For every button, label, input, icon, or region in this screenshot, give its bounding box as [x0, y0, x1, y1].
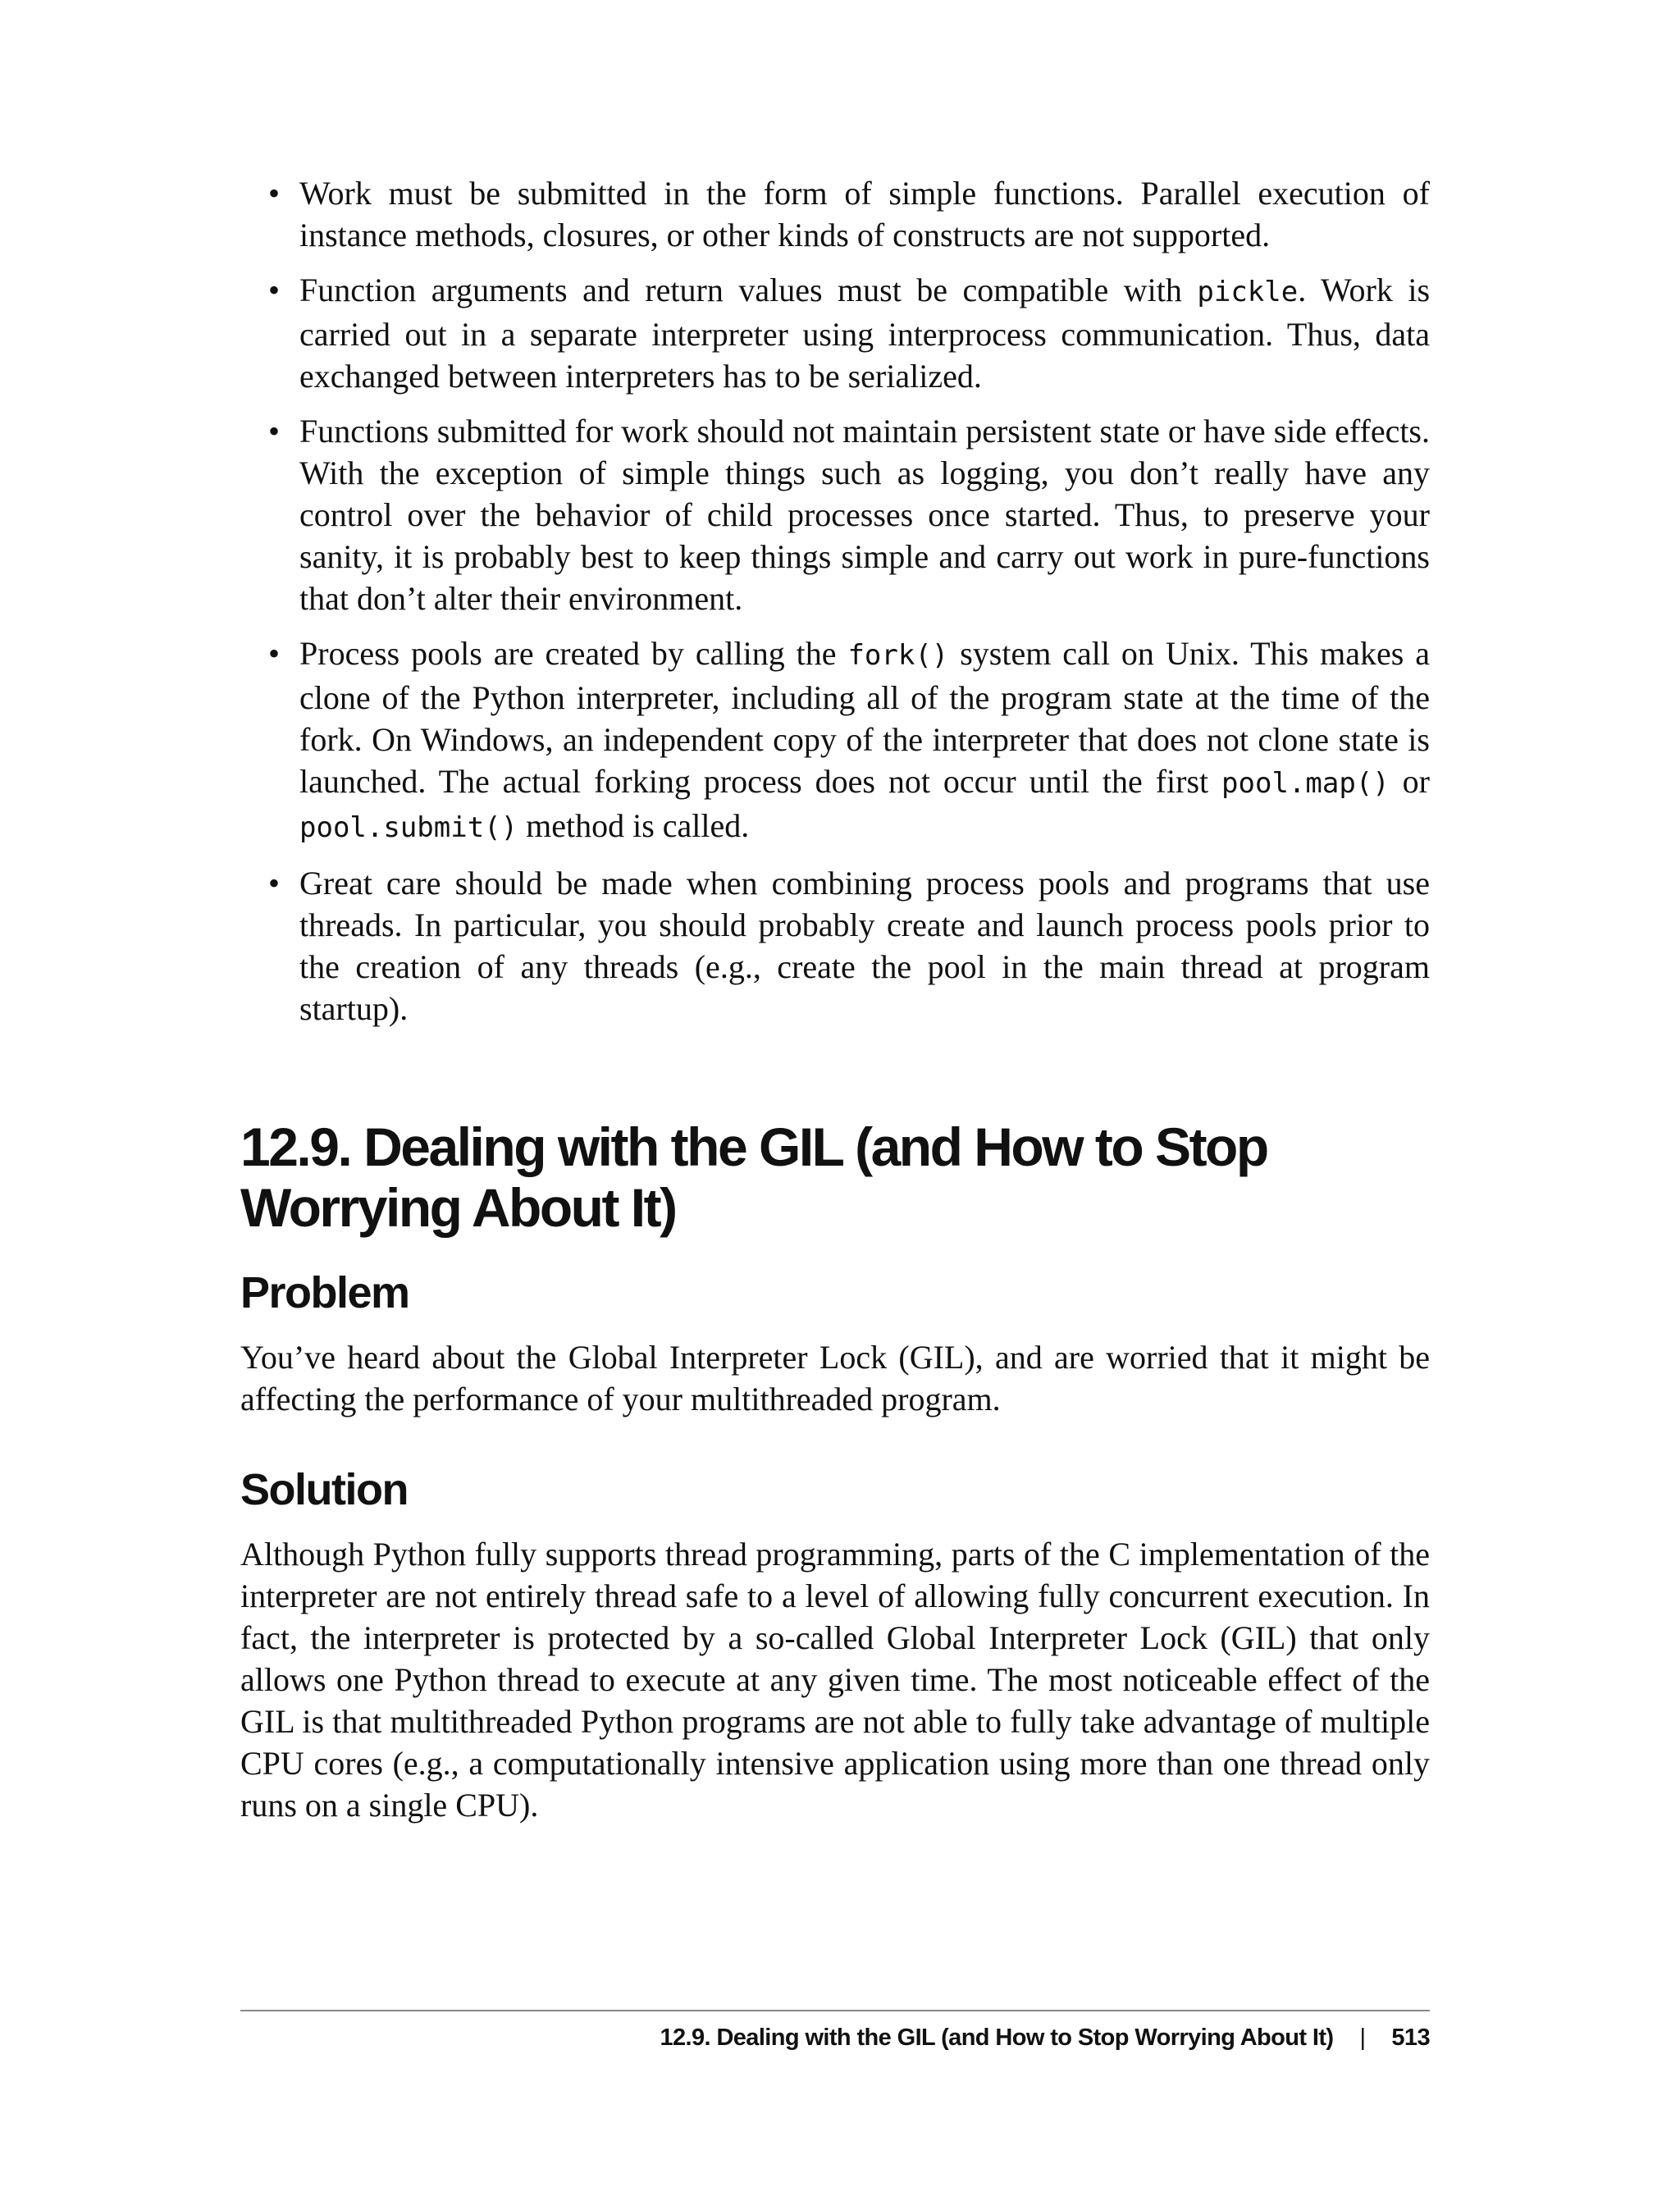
bullet-text: Work must be submitted in the form of simple functions. Parallel execution of instance methods, closures, or other kinds of constructs are not supported.: [299, 175, 1430, 253]
code-pool-map: pool.map(): [1221, 767, 1390, 800]
bullet-icon: •: [268, 635, 281, 672]
page-footer: [240, 2010, 1430, 2052]
problem-heading: Problem: [240, 1268, 409, 1317]
section-title: 12.9. Dealing with the GIL (and How to Stop Worrying About It): [240, 1116, 1267, 1238]
code-pool-submit: pool.submit(): [299, 811, 518, 844]
bullet-list: [240, 172, 1430, 1029]
bullet-text: Great care should be made when combining process pools and programs that use threads. In particular, you should probably create and launch process pools prior to the creation of any threads (e.g., create the pool in the main thread at program startup).: [299, 865, 1430, 1027]
bullet-icon: •: [268, 413, 281, 450]
footer-separator: |: [1359, 2025, 1366, 2051]
problem-text: You’ve heard about the Global Interpreter Lock (GIL), and are worried that it might be affecting the performance of your multithreaded program.: [240, 1339, 1430, 1418]
bullet-text: or: [1389, 763, 1430, 800]
bullet-icon: •: [268, 272, 281, 308]
bullet-item-1: [240, 172, 1430, 256]
bullet-icon: •: [268, 865, 281, 902]
page-content: [240, 172, 1430, 1870]
bullet-text: . Work is carried out in a separate interpreter using interprocess communication. Thus, data exchanged between interpreters has to be serialized.: [299, 272, 1431, 395]
bullet-item-3: [240, 410, 1430, 619]
solution-text: Although Python fully supports thread programming, parts of the C implementation of the interpreter are not entirely thread safe to a level of allowing fully concurrent execution. In fact, the interpreter is protected by a so-called Global Interpreter Lock (GIL) that only allows one Python thread to execute at any given time. The most noticeable effect of the GIL is that multithreaded Python programs are not able to fully take advantage of multiple CPU cores (e.g., a computationally intensive application using more than one thread only runs on a single CPU).: [240, 1536, 1430, 1824]
bullet-text: Process pools are created by calling the: [299, 635, 848, 672]
code-fork: fork(): [847, 639, 949, 672]
bullet-item-4: [240, 632, 1430, 849]
bullet-icon: •: [268, 175, 281, 212]
bullet-text: Function arguments and return values must be compatible with: [299, 272, 1198, 308]
footer-running-title: 12.9. Dealing with the GIL (and How to Stop Worrying About It): [660, 2025, 1334, 2051]
solution-heading: Solution: [240, 1465, 408, 1514]
bullet-item-5: [240, 862, 1430, 1029]
page-number: 513: [1391, 2025, 1430, 2051]
bullet-text: system call on Unix. This makes a clone of the Python interpreter, including all of the program state at the time of the fork. On Windows, an independent copy of the interpreter that does not clone state is launched. The actual forking process does not occur until the first: [299, 635, 1430, 800]
bullet-text: Functions submitted for work should not maintain persistent state or have side effects. With the exception of simple things such as logging, you don’t really have any control over the behavior of child processes once started. Thus, to preserve your sanity, it is probably best to keep things simple and carry out work in pure-functions that don’t alter their environment.: [299, 413, 1430, 617]
bullet-text: method is called.: [518, 807, 750, 844]
bullet-item-2: [240, 269, 1430, 397]
code-pickle: pickle: [1197, 276, 1299, 308]
